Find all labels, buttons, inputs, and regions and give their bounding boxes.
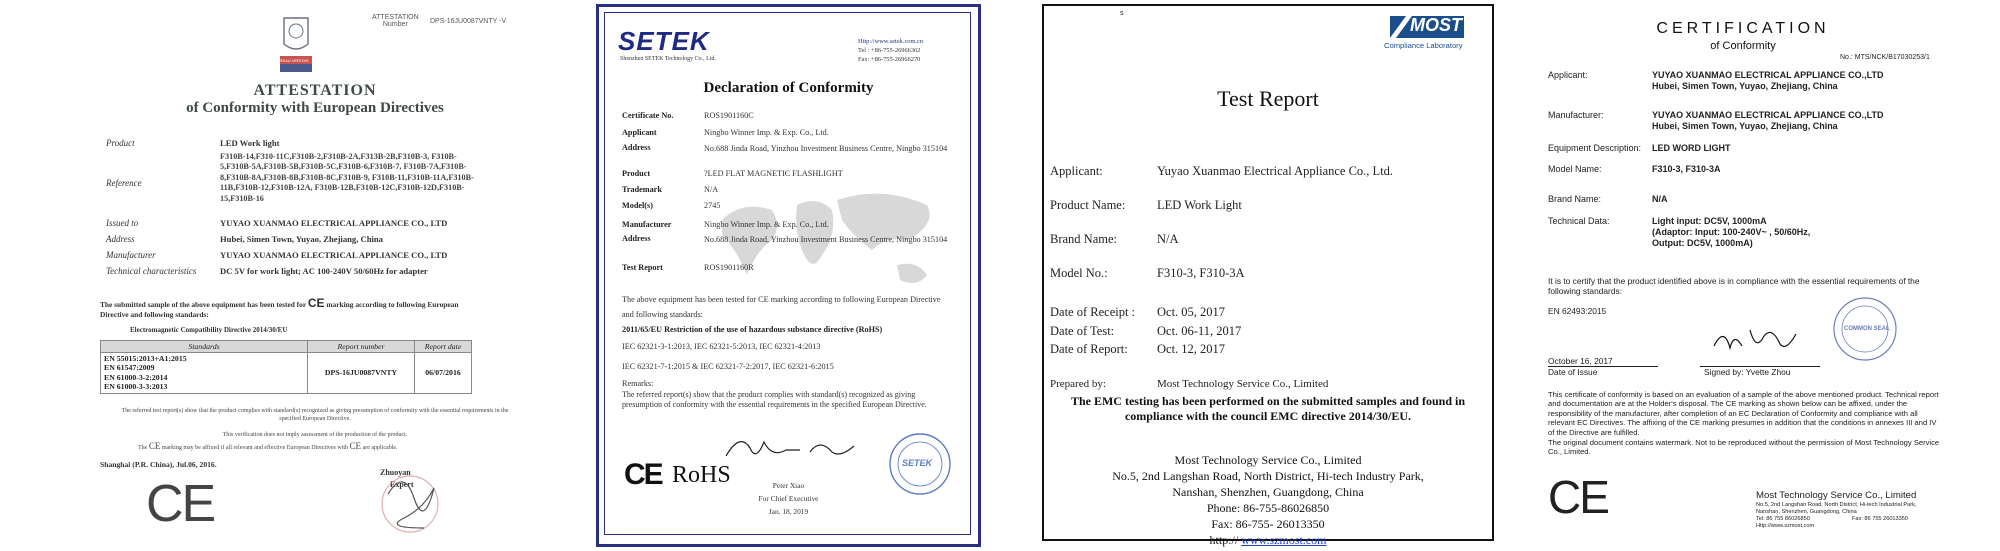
label-manufacturer: Manufacturer [622, 220, 672, 229]
standard-item: EN 55015:2013+A1:2015 [104, 354, 187, 363]
directive: 2011/65/EU Restriction of the use of hazardous substance directive (RoHS) [622, 325, 883, 334]
note-2 [138, 441, 398, 451]
remarks-label: Remarks: [622, 379, 654, 388]
note-1: The referred test report(s) show that the product complies with standard(s) recognized as giving presumption of conformity with the essential requirements in the specified European Directive. [121, 408, 509, 422]
table-header-report-date: Report date [415, 341, 472, 353]
directive-name: Electromagnetic Compatibility Directive 2014/30/EU [130, 326, 288, 334]
field-label-reference: Reference [106, 178, 142, 188]
tested-text-2: marking according to following European [326, 300, 459, 309]
most-logo-sub: Compliance Laboratory [1384, 41, 1463, 50]
field-value-technical: DC 5V for work light; AC 100-240V 50/60Hz for adapter [220, 266, 428, 276]
label-date-test: Date of Test: [1050, 324, 1115, 338]
table-header-standards: Standards [101, 341, 308, 353]
value-applicant-1: YUYAO XUANMAO ELECTRICAL APPLIANCE CO.,LTD [1652, 70, 1884, 80]
value-product-name: LED Work Light [1157, 198, 1242, 212]
note-2b: The [138, 445, 148, 451]
company-web[interactable]: Http://www.szmost.com [1756, 523, 1815, 529]
fine-print: This certificate of conformity is based on an evaluation of a sample of the above mentioned product. Technical report and documentation are at the Holder's disposal. The CE marking as shown below can be affixed, under the responsibility of the manufacturer, after completion of an EC Declaration of Conformity and compliance with all relevant EC Directives. The affixing of the CE marking presumes in addition that the conditions in annexes III and IV of the Directive are fulfilled. [1548, 390, 1939, 437]
company-address-1: No.5, 2nd Langshan Road, North District, Hi-tech Industrial Park, [1756, 502, 1917, 508]
standards-table [100, 340, 472, 394]
value-technical-1: Light input: DC5V, 1000mA [1652, 216, 1767, 226]
value-prepared-by: Most Technology Service Co., Limited [1157, 378, 1329, 390]
value-date-report: Oct. 12, 2017 [1157, 342, 1226, 356]
address-line-2: Nanshan, Shenzhen, Guangdong, China [1172, 485, 1364, 499]
ce-inline-mark: CE [307, 296, 325, 310]
document-subtitle: of Conformity [1710, 40, 1776, 52]
label-model-name: Model Name: [1548, 164, 1602, 174]
most-logo-text: MOST [1410, 15, 1462, 35]
signer-title: For Chief Executive [758, 494, 819, 503]
bureau-veritas-logo [276, 14, 316, 76]
attestation-number: DPS-16JU0087VNTY -V [430, 18, 507, 25]
value-test-report: ROS1901160R [704, 263, 754, 272]
value-certificate-no: ROS1901160C [704, 111, 754, 120]
field-label-technical: Technical characteristics [106, 266, 197, 276]
value-models: 2745 [704, 201, 721, 210]
value-applicant: Ningbo Winner Imp. & Exp. Co., Ltd. [704, 128, 829, 137]
document-subtitle: of Conformity with European Directives [186, 100, 444, 116]
value-manufacturer-2: Hubei, Simen Town, Yuyao, Zhejiang, China [1652, 121, 1838, 131]
value-date-receipt: Oct. 05, 2017 [1157, 305, 1226, 319]
note-2d: are applicable. [362, 445, 398, 451]
report-number-cell: DPS-16JU0087VNTY [308, 353, 415, 394]
table-header-report-number: Report number [308, 341, 415, 353]
ce-mark-large: CE [146, 475, 215, 533]
document-title: ATTESTATION [253, 82, 377, 99]
field-value-manufacturer: YUYAO XUANMAO ELECTRICAL APPLIANCE CO., LTD [220, 250, 448, 260]
value-applicant: Yuyao Xuanmao Electrical Appliance Co., Ltd. [1157, 164, 1394, 178]
tested-text-1: The submitted sample of the above equipment has been tested for [100, 300, 306, 309]
remarks-text: The referred report(s) show that the product complies with standard(s) recognized as giving presumption of conformity with the essential requirements in the specified European Directive. [622, 390, 927, 409]
label-applicant: Applicant [622, 128, 657, 137]
setek-http: Http://www.setek.com.cn [858, 38, 924, 45]
certificate-number: No.: MTS/NCK/B17030253/1 [1840, 54, 1930, 61]
ce-small-mark: CE [148, 441, 161, 451]
address-phone: Phone: 86-755-86026850 [1206, 501, 1330, 515]
setek-fax: Fax: +86-755-26966270 [858, 56, 921, 63]
value-manufacturer-address: No.688 Jinda Road, Yinzhou Investment Business Centre, Ningbo 315104 [704, 235, 948, 244]
value-product: ?LED FLAT MAGNETIC FLASHLIGHT [704, 169, 843, 178]
signer-title: Expert [390, 480, 414, 489]
address-block [1040, 452, 1496, 548]
certification-document [1540, 0, 1946, 551]
label-date-report: Date of Report: [1050, 342, 1128, 356]
ce-small-mark-2: CE [349, 441, 362, 451]
value-technical-2: (Adaptor: Input: 100-240V~ , 50/60Hz, [1652, 227, 1811, 237]
document-title: Test Report [1217, 86, 1319, 111]
value-address: No.688 Jinda Road, Yinzhou Investment Business Centre, Ningbo 315104 [704, 144, 948, 153]
field-value-address: Hubei, Simen Town, Yuyao, Zhejiang, China [220, 234, 383, 244]
website-link[interactable]: www.szmost.com [1241, 533, 1327, 547]
address-line-1: No.5, 2nd Langshan Road, North District, Hi-tech Industry Park, [1112, 469, 1424, 483]
label-certificate-no: Certificate No. [622, 111, 674, 120]
field-value-reference: F310B-14,F310-11C,F310B-2,F310B-2A,F313B-2B,F310B-3, F310B-5,F310B-5A,F310B-5B,F310B-5C,F310B-6,F310B-7, F310B-7A,F310B-8,F310B-8A,F310B-8B,F310B-8C,F310B-9, F310B-11,F310B-11A,F310B-11B,F310B-12,F310B-12A, F310B-12B,F310B-12C,F310B-12D,F310B-15,F310B-16 [220, 152, 474, 203]
company-address-2: Nanshan, Shenzhen, Guangdong, China [1756, 509, 1857, 515]
signature-stamp [374, 458, 446, 538]
signature [1710, 322, 1800, 361]
value-model-no: F310-3, F310-3A [1157, 266, 1245, 280]
label-date-receipt: Date of Receipt : [1050, 305, 1136, 319]
value-trademark: N/A [704, 185, 719, 194]
note-2a: This verification does not imply assessment of the production of the product. [222, 432, 408, 438]
http-prefix: http:// [1209, 533, 1239, 547]
label-applicant: Applicant: [1548, 70, 1588, 80]
standard-item: EN 61000-3-3:2013 [104, 382, 168, 392]
signature [720, 428, 860, 473]
field-label-manufacturer: Manufacturer [106, 250, 156, 260]
document-title: Declaration of Conformity [703, 80, 874, 96]
tested-statement [100, 296, 458, 310]
value-technical-3: Output: DC5V, 1000mA) [1652, 238, 1753, 248]
standard-item: EN 61547:2009 [104, 363, 155, 373]
attestation-number-label: ATTESTATION Number [372, 14, 419, 28]
address-website [1040, 532, 1496, 548]
standards-line-2: IEC 62321-7-1:2015 & IEC 62321-7-2:2017, IEC 62321-6:2015 [622, 362, 834, 371]
value-manufacturer-1: YUYAO XUANMAO ELECTRICAL APPLIANCE CO.,LTD [1652, 110, 1884, 120]
compliance-statement: The EMC testing has been performed on the submitted samples and found in compliance with the council EMC directive 2014/30/EU. [1070, 394, 1466, 423]
company-fax: Fax: 86 755 26013350 [1852, 516, 1908, 522]
address-company: Most Technology Service Co., Limited [1174, 453, 1362, 467]
issue-date: October 16, 2017 [1548, 356, 1613, 366]
body-text: The above equipment has been tested for CE marking according to following European Directive and following standards: [622, 295, 941, 319]
signer-name: Zhuoyan [380, 468, 411, 477]
seal-text: SETEK [902, 458, 933, 468]
label-prepared-by: Prepared by: [1050, 378, 1106, 390]
label-test-report: Test Report [622, 263, 663, 272]
label-models: Model(s) [622, 201, 653, 210]
standard: EN 62493:2015 [1548, 306, 1607, 316]
label-applicant: Applicant: [1050, 164, 1103, 178]
field-value-product: LED Work light [220, 138, 280, 148]
signed-by: Signed by: Yvette Zhou [1704, 367, 1791, 377]
label-brand-name: Brand Name: [1548, 194, 1602, 204]
setek-company: Shenzhen SETEK Technology Co., Ltd. [620, 56, 716, 62]
standards-cell [101, 353, 308, 394]
fine-print-2: The original document contains watermark. Not to be reproduced without the permission of Most Technology Service Co., Limited. [1548, 438, 1940, 457]
declaration-document [592, 0, 985, 551]
label-brand-name: Brand Name: [1050, 232, 1117, 246]
place-date: Shanghai (P.R. China), Jul.06, 2016. [100, 460, 217, 469]
attestation-document [96, 0, 534, 551]
field-label-address: Address [106, 234, 135, 244]
field-label-issued-to: Issued to [106, 218, 139, 228]
value-brand-name: N/A [1652, 194, 1668, 204]
company-name: Most Technology Service Co., Limited [1756, 490, 1917, 501]
issue-date-label: Date of Issue [1548, 367, 1598, 377]
compliance-statement: It is to certify that the product identified above is in compliance with the essential requirements of the following standards: [1548, 276, 1920, 297]
tested-text-3: Directive and following standards: [100, 310, 209, 319]
ce-mark: CE [1548, 471, 1608, 523]
label-manufacturer: Manufacturer: [1548, 110, 1604, 120]
label-technical-data: Technical Data: [1548, 216, 1610, 226]
note-2c: marking may be affixed if all relevant and effective European Directives with [161, 445, 349, 451]
value-brand-name: N/A [1157, 232, 1179, 246]
field-label-product: Product [106, 138, 135, 148]
company-tel: Tel: 86 755 86026850 [1756, 516, 1810, 522]
signer-name: Peter Xiao [772, 481, 805, 490]
seal-text: COMMON SEAL [1844, 326, 1890, 332]
corner-mark: s [1120, 10, 1124, 17]
value-manufacturer: Ningbo Winner Imp. & Exp. Co., Ltd. [704, 220, 829, 229]
standards-line-1: IEC 62321-3-1:2013, IEC 62321-5:2013, IEC 62321-4:2013 [622, 342, 821, 351]
ce-mark: CE [624, 458, 662, 491]
field-value-issued-to: YUYAO XUANMAO ELECTRICAL APPLIANCE CO., LTD [220, 218, 448, 228]
address-fax: Fax: 86-755- 26013350 [1211, 517, 1325, 531]
document-title: CERTIFICATION [1656, 20, 1830, 37]
value-model-name: F310-3, F310-3A [1652, 164, 1721, 174]
label-equipment: Equipment Description: [1548, 143, 1642, 153]
standard-item: EN 61000-3-2:2014 [104, 372, 168, 382]
label-address: Address [622, 143, 651, 152]
value-applicant-2: Hubei, Simen Town, Yuyao, Zhejiang, China [1652, 81, 1838, 91]
rohs-mark: RoHS [672, 462, 731, 488]
signature-date: Jan. 18, 2019 [768, 507, 809, 516]
report-date-cell: 06/07/2016 [415, 353, 472, 394]
setek-logo: SETEK [618, 26, 710, 56]
test-report-document [1040, 0, 1496, 551]
label-model-no: Model No.: [1050, 266, 1108, 280]
logo-text: BUREAU VERITAS [274, 58, 309, 63]
value-date-test: Oct. 06-11, 2017 [1157, 324, 1242, 338]
label-product: Product [622, 169, 651, 178]
label-product-name: Product Name: [1050, 198, 1126, 212]
setek-tel: Tel : +86-755-26966362 [858, 47, 921, 54]
value-equipment: LED WORD LIGHT [1652, 143, 1731, 153]
label-manufacturer-address: Address [622, 234, 651, 243]
label-trademark: Trademark [622, 185, 662, 194]
